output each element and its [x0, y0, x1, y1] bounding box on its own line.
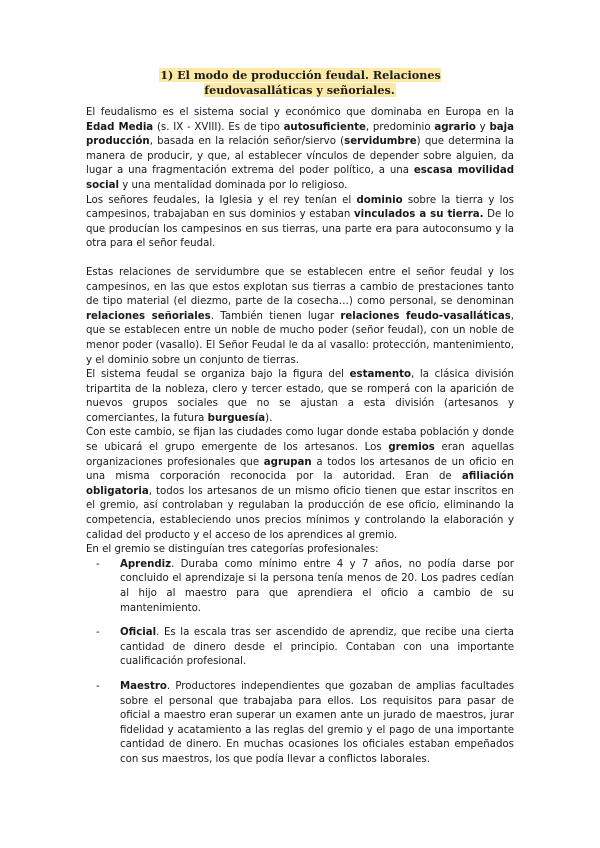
category-text: . Duraba como mínimo entre 4 y 7 años, no podía darse por concluido el aprendizaje si la persona tenía menos de 20. Los padres cedían al hijo al maestro para que aprendiera el oficio a cambio de su mantenimiento.: [120, 558, 514, 614]
text-run: Con este cambio, se fijan las ciudades como lugar donde estaba población y donde se ubicará el grupo emergente de los artesanos. Los: [86, 427, 514, 454]
list-dash: -: [96, 680, 100, 692]
text-run: . También tienen lugar: [210, 310, 341, 322]
category-name: Aprendiz: [120, 558, 172, 570]
bold-term: agrupan: [263, 456, 312, 468]
text-run: De lo que producían los campesinos en sus tierras, una parte era para autoconsumo y la otra para el señor feudal.: [86, 209, 515, 250]
text-run: , basada en la relación señor/siervo (: [149, 136, 345, 148]
category-name: Maestro: [120, 680, 167, 692]
bold-term: servidumbre: [344, 136, 417, 148]
text-run: El feudalismo es el sistema social y económico que dominaba en Europa en la: [86, 107, 514, 118]
bold-term: estamento: [349, 369, 412, 381]
bold-term: relaciones feudo-vasalláticas: [340, 310, 511, 322]
paragraph-relaciones: [86, 266, 514, 368]
category-text: . Productores independientes que gozaban de amplias facultades sobre el personal que trabajaba para ellos. Los requisitos para pasar de oficial a maestro eran superar un examen ante un jurado de maestros, jurar fidelidad y acatamiento a las reglas del gremio y el pago de una importante cantidad de dinero. En muchas ocasiones los oficiales estaban empeñados con sus maestros, los que podía llevar a conflictos laborales.: [120, 680, 514, 765]
section-title: [86, 68, 514, 98]
text-run: Los señores feudales, la Iglesia y el rey tenían el: [86, 194, 357, 206]
bold-term: gremios: [388, 442, 435, 454]
categories-list: [86, 558, 514, 768]
text-run: (s. IX - XVIII). Es de tipo: [153, 121, 284, 133]
paragraph-estamento: [86, 368, 514, 426]
list-item-maestro: [96, 680, 514, 768]
text-run: Estas relaciones de servidumbre que se establecen entre el señor feudal y los campesinos, en las que estos explotan sus tierras a cambio de prestaciones tanto de tipo material (el diezmo, parte de la cosecha…) como personal, se denominan: [86, 266, 514, 308]
paragraph-categorias-intro: [86, 543, 514, 558]
text-run: sobre la tierra y los campesinos, trabajaban en sus dominios y estaban: [86, 194, 514, 221]
text-run: ) que determina la manera de producir, y que, al establecer vínculos de depender sobre alguien, da lugar a una fragmentación extrema del poder político, a una: [86, 136, 514, 177]
text-run: , que se establecen entre un noble de mucho poder (señor feudal), con un noble de menor poder (vasallo). El Señor Feudal le da al vasallo: protección, mantenimiento, y el dominio sobre un conjunto de tierras.: [86, 310, 515, 366]
bold-term: relaciones señoriales: [86, 310, 211, 322]
category-text: . Es la escala tras ser ascendido de aprendiz, que recibe una cierta cantidad de dinero desde el principio. Contaban con una importante cualificación profesional.: [120, 627, 514, 668]
paragraph-intro: [86, 106, 514, 194]
text-run: , predominio: [365, 121, 435, 133]
bold-term: escasa movilidad social: [86, 165, 514, 191]
list-item-oficial: [96, 626, 514, 670]
title-highlight: 1) El modo de producción feudal. Relaciones feudovasalláticas y señoriales.: [160, 68, 441, 97]
list-item-aprendiz: [96, 558, 514, 616]
category-name: Oficial: [120, 627, 157, 639]
text-run: y: [475, 121, 490, 133]
paragraph-dominio: [86, 194, 514, 252]
bold-term: baja producción: [86, 121, 515, 148]
text-run: En el gremio se distinguían tres categorías profesionales:: [86, 544, 379, 556]
bold-term: burguesía: [207, 412, 266, 424]
text-run: y una mentalidad dominada por lo religioso.: [118, 179, 348, 191]
bold-term: autosuficiente: [283, 121, 366, 133]
bold-term: agrario: [434, 121, 476, 133]
text-run: El sistema feudal se organiza bajo la figura del: [86, 369, 350, 381]
bold-term: dominio: [356, 194, 403, 206]
bold-term: Edad Media: [86, 121, 154, 133]
bold-term: vinculados a su tierra.: [353, 209, 484, 221]
text-run: , la clásica división tripartita de la nobleza, clero y tercer estado, que se romperá con la aparición de nuevos grupos sociales que no se ajustan a esta división (artesanos y comerciantes, la futura: [86, 369, 514, 424]
bold-term: afiliación obligatoria: [86, 471, 514, 497]
text-run: ).: [265, 412, 273, 424]
paragraph-gap: [86, 252, 514, 266]
paragraph-gremios: [86, 426, 514, 543]
text-run: eran aquellas organizaciones profesionales que: [86, 442, 515, 468]
text-run: a todos los artesanos de un oficio en una misma corporación reconocida por la autoridad. Eran de: [86, 456, 514, 483]
text-run: , todos los artesanos de un mismo oficio tienen que estar inscritos en el gremio, así controlaban y regulaban la producción de ese oficio, eliminando la competencia, estableciendo unos precios mínimos y controlando la elaboración y calidad del producto y el acceso de los aprendices al gremio.: [86, 485, 514, 541]
list-dash: -: [96, 558, 100, 570]
list-dash: -: [96, 627, 100, 639]
